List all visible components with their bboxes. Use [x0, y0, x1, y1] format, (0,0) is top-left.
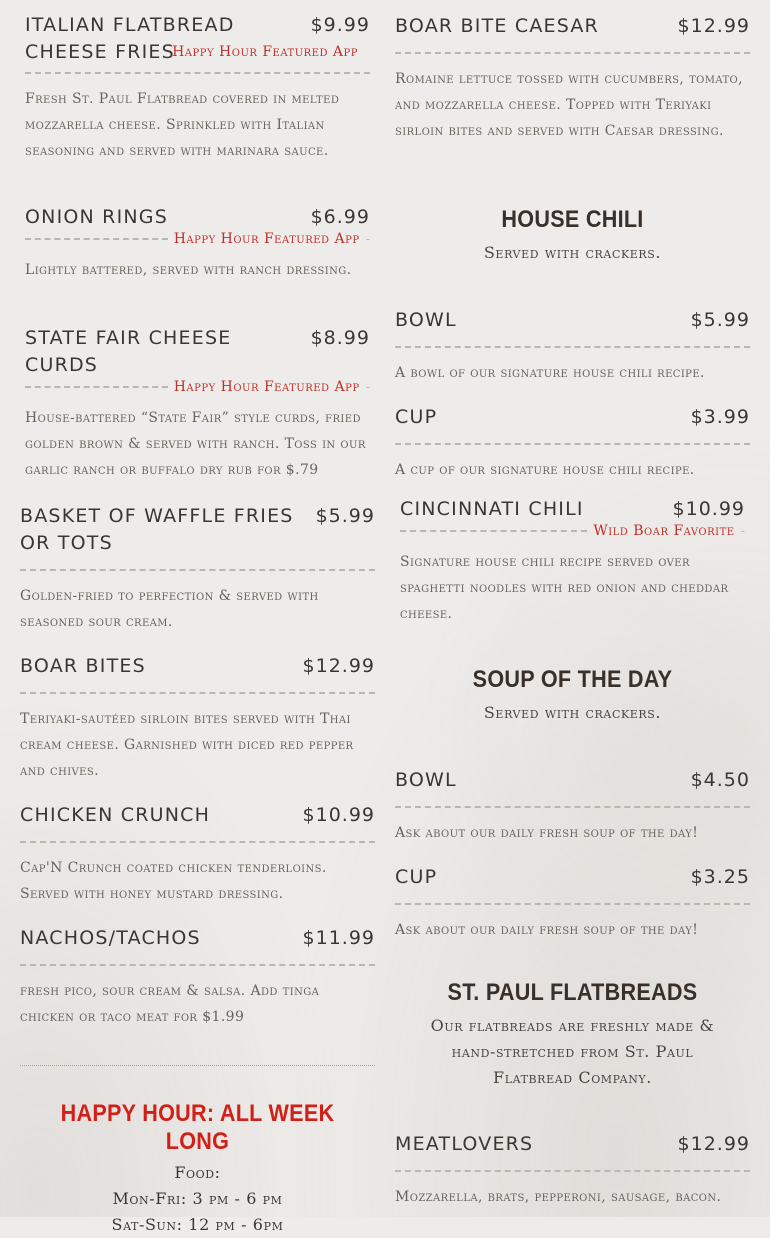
happy-hour-weekend: Sat-Sun: 12 pm - 6pm	[111, 1215, 284, 1234]
item-description: Fresh St. Paul Flatbread covered in melted mozzarella cheese. Sprinkled with Italian seasoning and served with marinara sauce.	[25, 91, 340, 159]
flatbreads-header	[395, 979, 750, 1091]
item-price: $3.25	[690, 866, 750, 888]
item-name: CINCINNATI CHILI	[400, 498, 584, 520]
menu-item-chili-bowl	[395, 307, 750, 386]
house-chili-header	[395, 206, 750, 266]
menu-item-nachos-tachos	[20, 925, 375, 1030]
item-description: Cap'N Crunch coated chicken tenderloins. Served with honey mustard dressing.	[20, 860, 327, 902]
soup-header	[395, 666, 750, 726]
item-description: Lightly battered, served with ranch dressing.	[25, 262, 352, 278]
menu-item-meatlovers	[395, 1131, 750, 1210]
menu-item-soup-bowl	[395, 767, 750, 846]
happy-hour-food-label: Food:	[174, 1163, 221, 1182]
item-description: Ask about our daily fresh soup of the day!	[395, 922, 699, 938]
item-name: BOAR BITE CAESAR	[395, 15, 599, 37]
section-subtitle: Served with crackers.	[483, 243, 662, 262]
item-description: Romaine lettuce tossed with cucumbers, tomato, and mozzarella cheese. Topped with Teriyaki sirloin bites and served with Caesar dressing.	[395, 71, 744, 139]
section-divider	[20, 1065, 375, 1066]
item-name: CUP	[395, 406, 438, 428]
menu-item-chicken-crunch	[20, 802, 375, 907]
favorite-tag: Wild Boar Favorite	[593, 523, 735, 539]
item-name: BASKET OF WAFFLE FRIES OR TOTS	[20, 505, 294, 554]
item-price: $6.99	[310, 206, 370, 228]
item-description: Mozzarella, brats, pepperoni, sausage, bacon.	[395, 1189, 722, 1205]
item-price: $9.99	[310, 14, 370, 36]
item-description: Teriyaki-sautéed sirloin bites served with Thai cream cheese. Garnished with diced red pepper and chives.	[20, 711, 354, 779]
item-description: Golden-fried to perfection & served with seasoned sour cream.	[20, 588, 319, 630]
item-price: $3.99	[690, 406, 750, 428]
menu-item-soup-cup	[395, 864, 750, 943]
item-price: $12.99	[302, 655, 375, 677]
menu-item-boar-bites	[20, 653, 375, 784]
item-name: CUP	[395, 866, 438, 888]
item-description: fresh pico, sour cream & salsa. Add tinga chicken or taco meat for $1.99	[20, 983, 320, 1025]
section-subtitle: Served with crackers.	[483, 703, 662, 722]
section-title: HOUSE CHILI	[501, 206, 644, 233]
menu-item-cincinnati-chili: CINCINNATI CHILI $10.99 Wild Boar Favorite - Signature house chili recipe served over spaghetti noodles with red onion and cheddar cheese.	[400, 496, 745, 627]
item-description: Ask about our daily fresh soup of the day!	[395, 825, 699, 841]
section-title: SOUP OF THE DAY	[472, 666, 673, 693]
section-title: ST. PAUL FLATBREADS	[447, 979, 698, 1006]
item-price: $11.99	[302, 927, 375, 949]
item-description: A bowl of our signature house chili recipe.	[395, 365, 705, 381]
item-name: ITALIAN FLATBREAD CHEESE FRIES	[25, 14, 235, 63]
menu-item-chili-cup	[395, 404, 750, 483]
featured-tag: Happy Hour Featured App	[173, 231, 360, 247]
item-price: $12.99	[677, 1133, 750, 1155]
item-name: NACHOS/TACHOS	[20, 927, 201, 949]
item-price: $10.99	[672, 498, 745, 520]
item-name: BOWL	[395, 309, 457, 331]
item-price: $8.99	[310, 327, 370, 349]
item-description: Signature house chili recipe served over spaghetti noodles with red onion and cheddar cheese.	[400, 554, 729, 622]
menu-item-italian-flatbread-cheese-fries	[25, 12, 370, 164]
item-name: CHICKEN CRUNCH	[20, 804, 211, 826]
happy-hour-title: HAPPY HOUR: ALL WEEK LONG	[60, 1100, 335, 1155]
item-description: A cup of our signature house chili recipe.	[395, 462, 695, 478]
item-name: ONION RINGS	[25, 206, 168, 228]
happy-hour-weekday: Mon-Fri: 3 pm - 6 pm	[112, 1189, 283, 1208]
happy-hour-block	[20, 1100, 375, 1238]
item-description: House-battered “State Fair” style curds, fried golden brown & served with ranch. Toss in our garlic ranch or buffalo dry rub for $.79	[25, 410, 366, 478]
item-price: $5.99	[690, 309, 750, 331]
item-price: $12.99	[677, 15, 750, 37]
item-name: STATE FAIR CHEESE CURDS	[25, 327, 232, 376]
item-price: $5.99	[315, 505, 375, 527]
featured-tag: Happy Hour Featured App	[173, 379, 360, 395]
item-price: $4.50	[690, 769, 750, 791]
item-name: BOWL	[395, 769, 457, 791]
menu-item-state-fair-cheese-curds: STATE FAIR CHEESE CURDS $8.99 Happy Hour Featured App - House-battered “State Fair” style curds, fried golden brown & served with ranch. Toss in our garlic ranch or buffalo dry rub for $.79	[25, 325, 370, 483]
menu-item-boar-bite-caesar	[395, 13, 750, 144]
item-price: $10.99	[302, 804, 375, 826]
menu-item-onion-rings: ONION RINGS $6.99 Happy Hour Featured App - Lightly battered, served with ranch dressing.	[25, 204, 370, 283]
item-name: MEATLOVERS	[395, 1133, 534, 1155]
featured-tag: Happy Hour Featured App	[172, 44, 358, 60]
item-name: BOAR BITES	[20, 655, 146, 677]
menu-item-waffle-fries-or-tots	[20, 503, 375, 635]
section-subtitle: Our flatbreads are freshly made & hand-stretched from St. Paul Flatbread Company.	[430, 1016, 715, 1087]
